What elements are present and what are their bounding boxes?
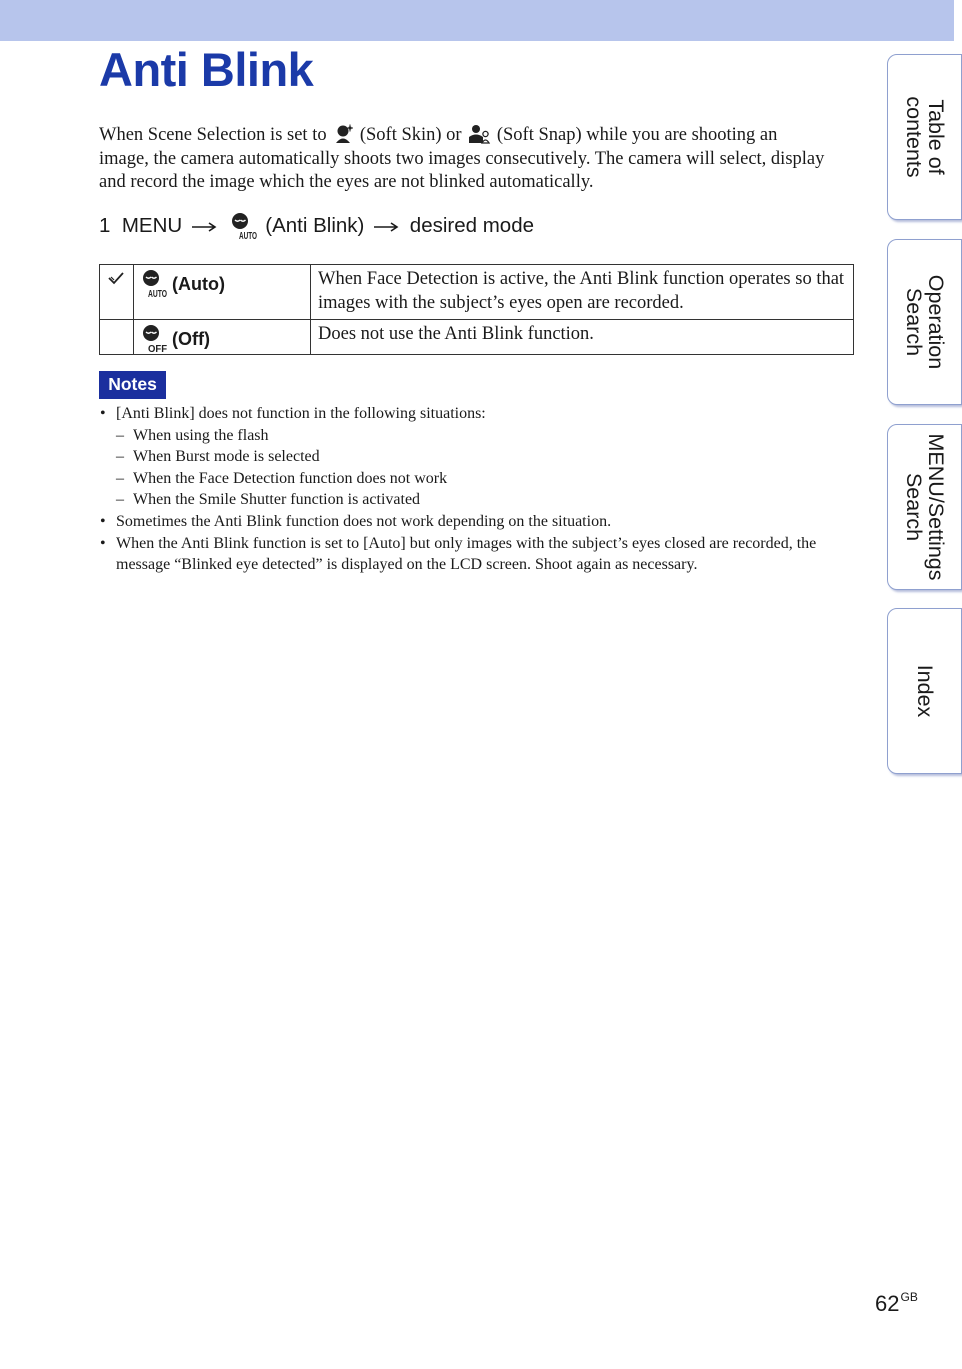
tab-table-of-contents[interactable] [887,54,962,220]
mode-name-cell [134,320,311,355]
intro-text-2: (Soft Skin) or [359,125,462,145]
tab-index[interactable] [887,608,962,774]
soft-snap-icon [468,124,490,143]
arrow-right-icon [374,222,400,232]
anti-blink-icon [230,212,258,240]
arrow-right-icon [192,222,218,232]
soft-skin-icon [333,124,353,143]
list-item: – When using the flash [99,425,859,447]
mode-name: (Auto) [172,274,225,294]
svg-text:AUTO: AUTO [238,231,257,242]
svg-text:AUTO: AUTO [148,289,168,300]
page-number [875,1290,918,1317]
anti-blink-icon [142,268,168,298]
mode-description: When Face Detection is active, the Anti Blink function operates so that images with the subject’s eyes open are recorded. [311,265,854,320]
header-bar [0,0,954,41]
list-item: • Sometimes the Anti Blink function does not work depending on the situation. [99,511,859,533]
tab-label: MENU/Settings Search [901,433,948,581]
intro-paragraph [99,124,829,195]
tab-label: Table of contents [901,96,948,178]
mode-table [99,264,854,355]
tab-label: Operation Search [901,274,948,370]
step-number: 1 [99,214,111,237]
mode-name: (Off) [172,329,210,349]
step-target: desired mode [409,214,535,237]
list-item: • When the Anti Blink function is set to [Auto] but only images with the subject’s eyes closed are recorded, the message “Blinked eye detected” is displayed on the LCD screen. Shoot again as necessary. [99,533,859,576]
tab-menu-settings-search[interactable] [887,424,962,590]
step-menu: MENU [121,214,183,237]
list-item: – When the Face Detection function does not work [99,468,859,490]
page-title: Anti Blink [99,43,314,96]
notes-badge: Notes [99,371,166,399]
step-item: (Anti Blink) [265,214,365,237]
tab-label: Index [912,664,937,718]
tab-operation-search[interactable] [887,239,962,405]
mode-name-cell [134,265,311,320]
default-marker-cell [100,265,134,320]
check-icon [108,271,124,285]
intro-text-3: (Soft Snap) while you are shooting an image, the camera automatically shoots two images consecutively. The camera will select, display and record the image which the eyes are not blinked automatically. [99,125,825,192]
anti-blink-icon [142,323,168,353]
menu-step [99,212,534,240]
mode-description: Does not use the Anti Blink function. [311,320,854,355]
intro-text-1: When Scene Selection is set to [99,125,327,145]
notes-list [99,403,859,576]
table-row [100,320,854,355]
page-number-suffix: GB [900,1290,918,1304]
page-number-value: 62 [875,1291,900,1316]
list-item: – When the Smile Shutter function is activated [99,489,859,511]
default-marker-cell [100,320,134,355]
table-row [100,265,854,320]
list-item: • [Anti Blink] does not function in the following situations: [99,403,859,425]
list-item: – When Burst mode is selected [99,446,859,468]
svg-text:OFF: OFF [148,344,167,355]
